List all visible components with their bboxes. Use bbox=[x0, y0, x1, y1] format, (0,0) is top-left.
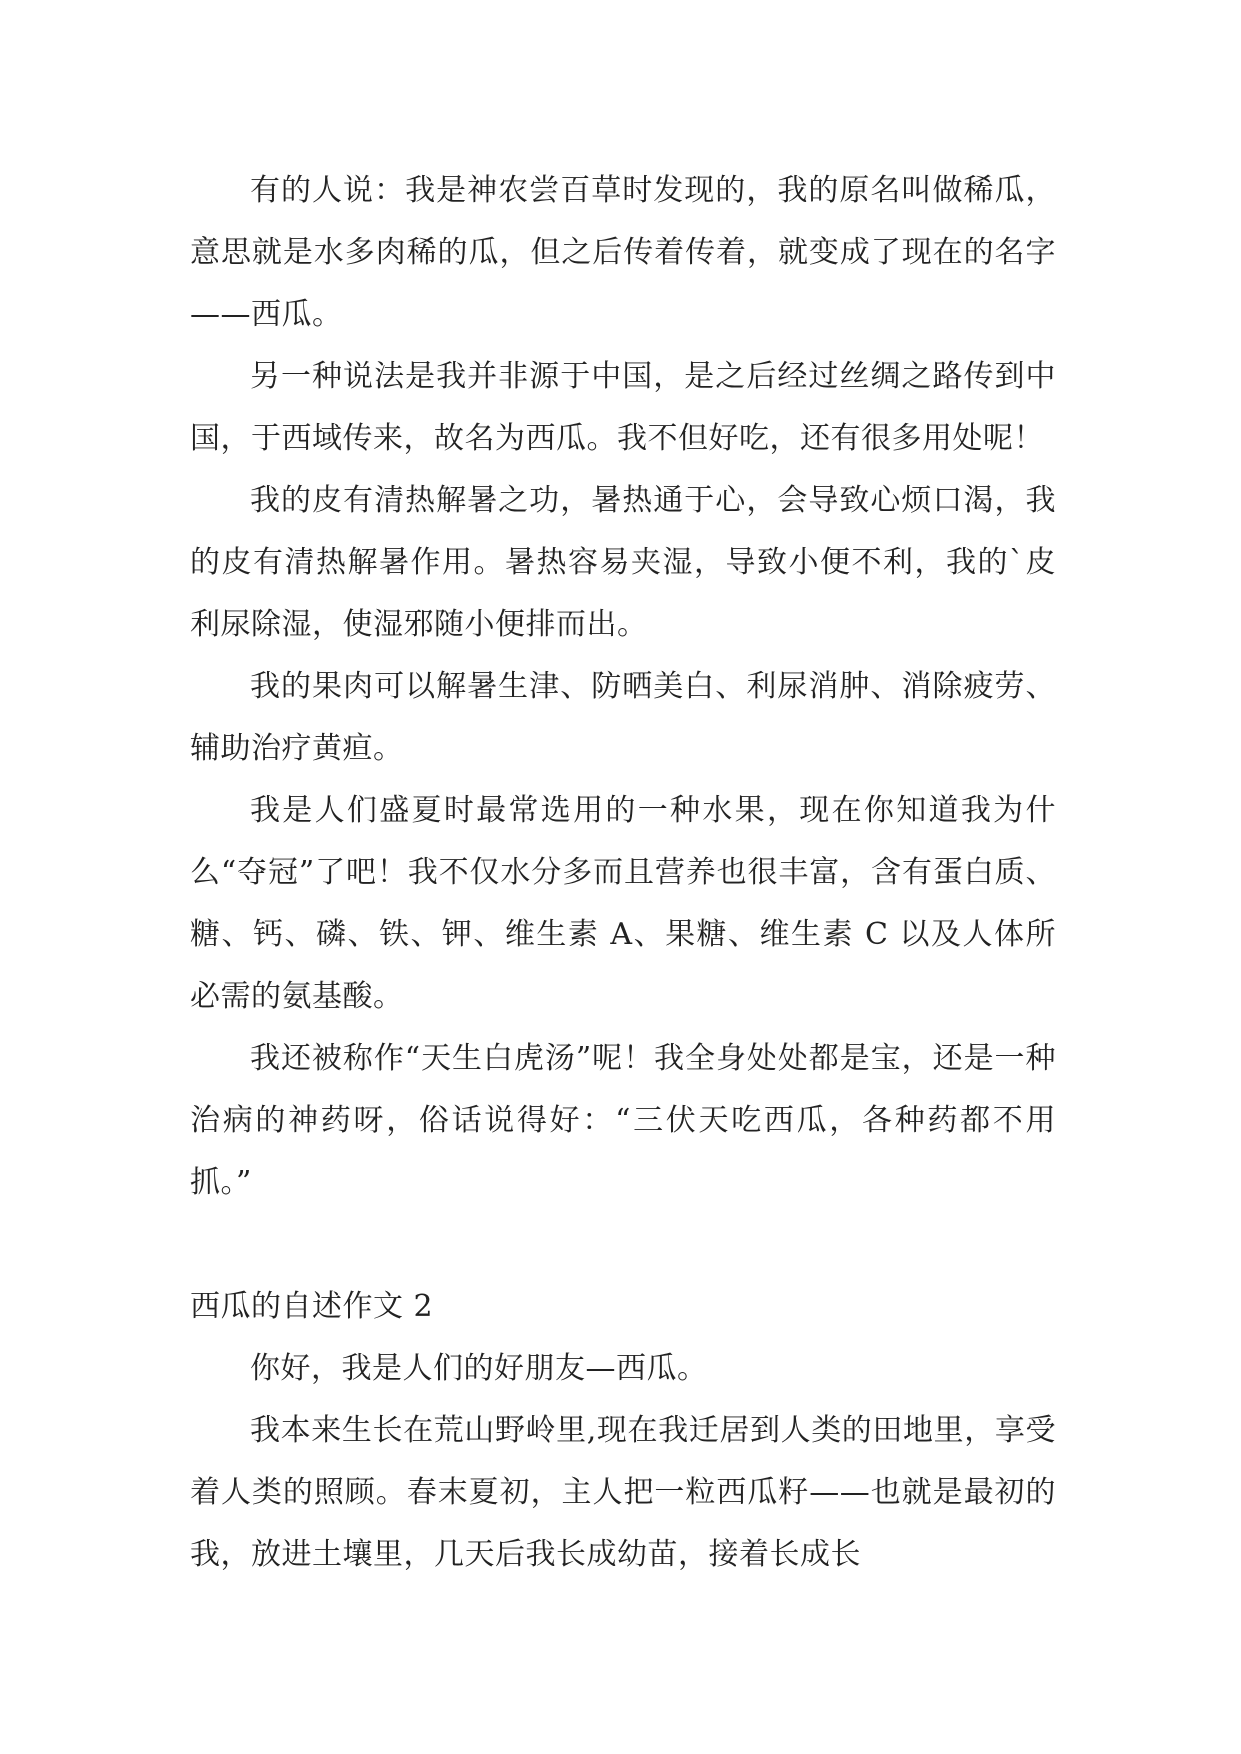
paragraph-4: 我的果肉可以解暑生津、防晒美白、利尿消肿、消除疲劳、辅助治疗黄疸。 bbox=[190, 669, 1056, 766]
paragraph-1: 有的人说：我是神农尝百草时发现的，我的原名叫做稀瓜，意思就是水多肉稀的瓜，但之后传着传着，就变成了现在的名字——西瓜。 bbox=[190, 173, 1056, 332]
paragraph-8: 我本来生长在荒山野岭里,现在我迁居到人类的田地里，享受着人类的照顾。春末夏初，主人把一粒西瓜籽——也就是最初的我，放进土壤里，几天后我长成幼苗，接着长成长 bbox=[190, 1413, 1056, 1572]
paragraph-2: 另一种说法是我并非源于中国，是之后经过丝绸之路传到中国，于西域传来，故名为西瓜。我不但好吃，还有很多用处呢！ bbox=[190, 359, 1056, 456]
paragraph-7: 你好，我是人们的好朋友—西瓜。 bbox=[250, 1351, 708, 1386]
document-body bbox=[190, 160, 1056, 1586]
section-title: 西瓜的自述作文 2 bbox=[190, 1289, 434, 1324]
paragraph-3: 我的皮有清热解暑之功，暑热通于心，会导致心烦口渴，我的皮有清热解暑作用。暑热容易夹湿，导致小便不利，我的`皮利尿除湿，使湿邪随小便排而出。 bbox=[190, 483, 1056, 642]
paragraph-5: 我是人们盛夏时最常选用的一种水果，现在你知道我为什么“夺冠”了吧！我不仅水分多而且营养也很丰富，含有蛋白质、糖、钙、磷、铁、钾、维生素 A、果糖、维生素 C 以及人体所必需的氨基酸。 bbox=[190, 793, 1056, 1014]
paragraph-6: 我还被称作“天生白虎汤”呢！我全身处处都是宝，还是一种治病的神药呀，俗话说得好：“三伏天吃西瓜，各种药都不用抓。” bbox=[190, 1041, 1056, 1200]
